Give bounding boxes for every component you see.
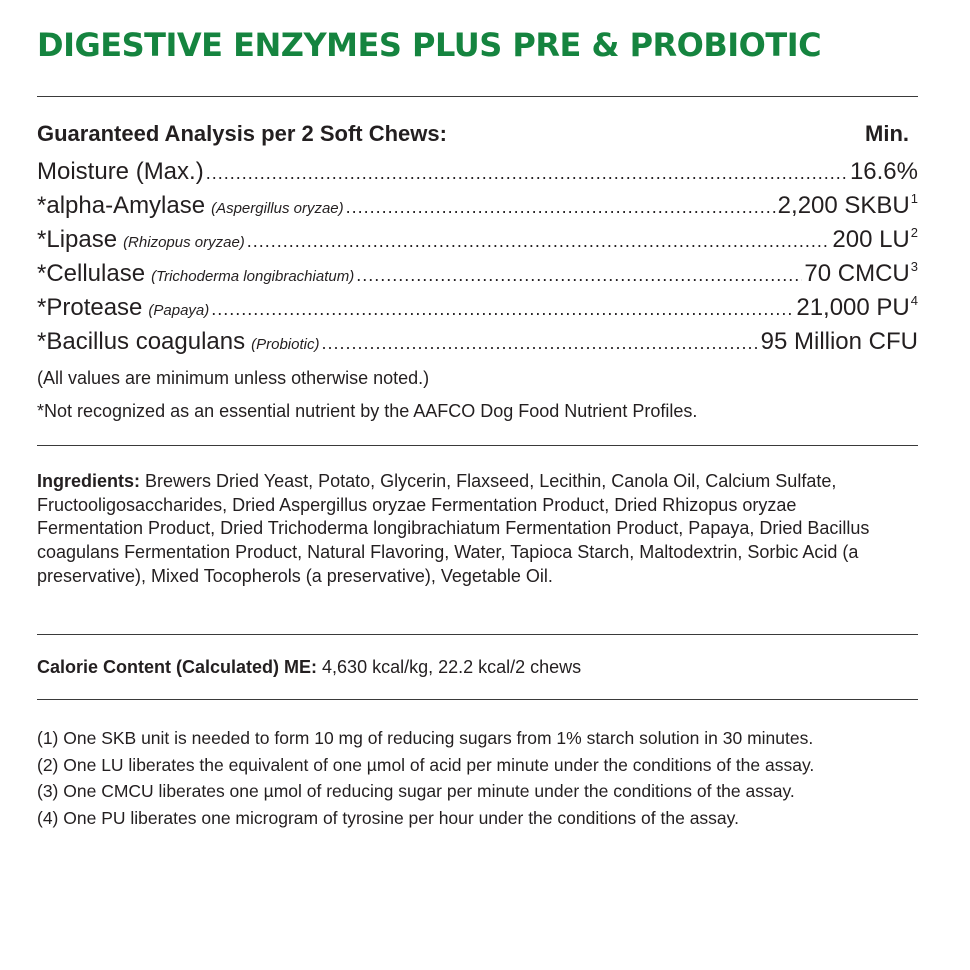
divider-calorie: [37, 634, 918, 635]
footnote-marker: 1: [910, 191, 918, 206]
analysis-row-lipase: [37, 225, 918, 259]
nutrient-source: (Probiotic): [251, 336, 320, 353]
nutrient-name: *Lipase: [37, 226, 118, 253]
ingredients-text: Brewers Dried Yeast, Potato, Glycerin, Flaxseed, Lecithin, Canola Oil, Calcium Sulfate, Fructooligosaccharides, Dried Aspergillus oryzae Fermentation Product, Dried Rhizopus oryzae Fermentation Product, Dried Trichoderma longibrachiatum Fermentation Product, Papaya, Dried Bacillus coagulans Fermentation Product, Natural Flavoring, Water, Tapioca Starch, Maltodextrin, Sorbic Acid (a preservative), Mixed Tocopherols (a preservative), Vegetable Oil.: [37, 471, 870, 586]
footnote-2: (2) One LU liberates the equivalent of one µmol of acid per minute under the conditions of the assay.: [37, 754, 815, 775]
nutrient-source: (Rhizopus oryzae): [123, 234, 245, 251]
analysis-row-alpha-amylase: [37, 191, 918, 225]
footnote-3: (3) One CMCU liberates one µmol of reducing sugar per minute under the conditions of the assay.: [37, 781, 795, 801]
calorie-text: 4,630 kcal/kg, 22.2 kcal/2 chews: [317, 657, 582, 677]
calorie-content: [37, 656, 581, 678]
analysis-row-protease: [37, 293, 918, 327]
dot-leader: [211, 294, 794, 324]
min-column-label: Min.: [865, 121, 909, 146]
calorie-label: Calorie Content (Calculated) ME:: [37, 657, 318, 677]
dot-leader: [206, 158, 848, 188]
guaranteed-analysis-heading: Guaranteed Analysis per 2 Soft Chews:: [37, 121, 447, 146]
footnote-1: (1) One SKB unit is needed to form 10 mg of reducing sugars from 1% starch solution in 30 minutes.: [37, 728, 814, 748]
nutrient-value: 2,200 SKBU$^1$: [777, 191, 918, 219]
analysis-row-moisture: [37, 157, 918, 191]
nutrient-value: 16.6%: [849, 158, 918, 185]
divider-ingredients: [37, 445, 918, 446]
nutrient-name: *Bacillus coagulans: [37, 328, 246, 355]
analysis-row-bacillus-coagulans: [37, 327, 918, 361]
nutrient-source: (Papaya): [148, 302, 210, 319]
ingredients-paragraph: [37, 470, 907, 589]
guaranteed-analysis-header: [37, 120, 909, 148]
dot-leader: [247, 226, 831, 256]
note-minimum-values: (All values are minimum unless otherwise noted.): [37, 368, 430, 388]
nutrient-name: *alpha-Amylase: [37, 192, 206, 219]
footnote-marker: 2: [910, 225, 918, 240]
analysis-row-cellulase: [37, 259, 918, 293]
dot-leader: [356, 260, 802, 290]
nutrient-value: 200 $LU^2$: [832, 225, 918, 253]
nutrient-name: *Protease: [37, 294, 143, 321]
ingredients-label: Ingredients:: [37, 471, 141, 491]
divider-top: [37, 96, 918, 97]
dot-leader: [321, 328, 758, 358]
divider-footnotes: [37, 699, 918, 700]
nutrient-value: 95 Million CFU: [760, 328, 918, 355]
nutrient-value: 70 CMCU$^3$: [804, 259, 918, 287]
note-aafco: *Not recognized as an essential nutrient by the AAFCO Dog Food Nutrient Profiles.: [37, 401, 698, 421]
footnote-4: (4) One PU liberates one microgram of tyrosine per hour under the conditions of the assay.: [37, 807, 739, 828]
nutrient-name: *Cellulase: [37, 260, 146, 287]
product-title: DIGESTIVE ENZYMES PLUS PRE & PROBIOTIC: [37, 26, 822, 64]
footnotes: [37, 727, 814, 833]
footnote-marker: 4: [910, 293, 918, 308]
nutrient-name: Moisture (Max.): [37, 158, 204, 185]
footnote-marker: 3: [910, 259, 918, 274]
nutrient-value: 21,000 $PU^4$: [796, 293, 918, 321]
analysis-table: [37, 157, 918, 361]
nutrient-source: (Trichoderma longibrachiatum): [151, 268, 355, 285]
dot-leader: [346, 192, 776, 222]
nutrient-source: (Aspergillus oryzae): [211, 200, 344, 217]
